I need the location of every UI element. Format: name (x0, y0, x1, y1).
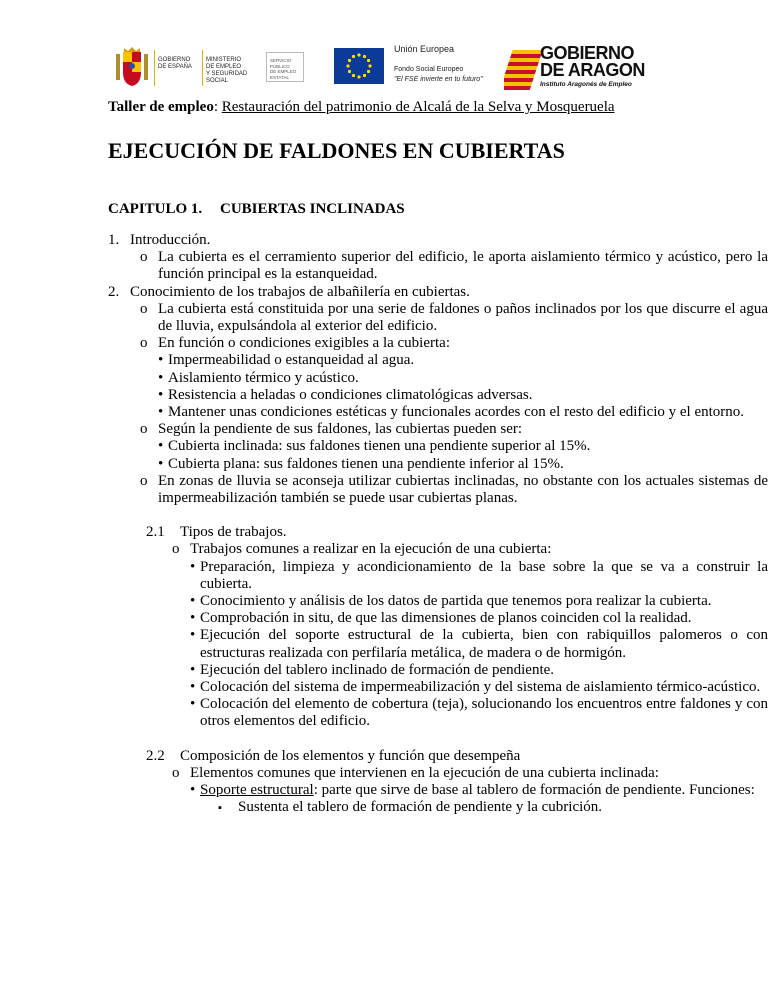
spain-ministerio-text: MINISTERIO DE EMPLEO Y SEGURIDAD SOCIAL (206, 57, 248, 84)
list-item (0, 301, 768, 335)
eu-fund-name: Fondo Social Europeo (394, 66, 464, 73)
list-item (0, 541, 768, 558)
item-text: En función o condiciones exigibles a la cubierta: (158, 335, 450, 352)
list-item-text (238, 799, 768, 816)
list-item-text (168, 387, 768, 404)
list-marker: o (140, 335, 148, 352)
item-text: La cubierta es el cerramiento superior del edificio, le aporta aislamiento térmico y acústico, pero la función principal es la estanqueidad. (158, 249, 768, 283)
taller-de-empleo-line (108, 99, 615, 116)
list-item-text (200, 782, 768, 799)
item-text: La cubierta está constituida por una serie de faldones o paños inclinados por los que discurre el agua de lluvia, expulsándola al exterior del edificio. (158, 300, 768, 335)
spain-gobierno-text: GOBIERNO DE ESPAÑA (158, 57, 192, 70)
item-text: Colocación del elemento de cobertura (teja), solucionando los encuentros entre faldones y con otros elementos del edificio. (200, 696, 768, 730)
page-title: EJECUCIÓN DE FALDONES EN CUBIERTAS (108, 138, 565, 163)
list-item (0, 696, 768, 730)
aragon-line1: GOBIERNO (540, 43, 635, 63)
list-item-text (200, 679, 768, 696)
taller-separator: : (213, 99, 222, 115)
list-item-text (190, 765, 768, 782)
list-item (0, 249, 768, 283)
list-item (0, 593, 768, 610)
taller-label: Taller de empleo (108, 99, 214, 115)
item-text: Colocación del sistema de impermeabilización y del sistema de aislamiento térmico-acústico. (200, 679, 761, 696)
list-marker: • (190, 610, 196, 627)
list-item-text (168, 370, 768, 387)
item-text: Ejecución del tablero inclinado de formación de pendiente. (200, 661, 555, 678)
list-marker: • (190, 661, 196, 678)
list-item (0, 456, 768, 473)
list-item (0, 352, 768, 369)
list-item-text (200, 559, 768, 593)
sepe-logo-text: SERVICIO PÚBLICO DE EMPLEO ESTATAL (266, 52, 304, 82)
list-marker: 2.1 (146, 524, 165, 541)
list-item-text (168, 456, 768, 473)
list-marker: • (158, 455, 164, 472)
list-item (0, 370, 768, 387)
list-marker: • (190, 782, 196, 799)
list-item (0, 473, 768, 507)
list-marker: 2. (108, 283, 120, 300)
list-marker: • (158, 438, 164, 455)
list-item (0, 387, 768, 404)
eu-flag-icon (334, 48, 384, 84)
list-item-text (130, 232, 768, 249)
list-item-text (130, 284, 768, 301)
list-item-text (200, 627, 768, 661)
list-marker: • (158, 404, 164, 421)
item-text: Comprobación in situ, de que las dimensiones de planos coinciden col la realidad. (200, 610, 692, 627)
item-text: Elementos comunes que intervienen en la ejecución de una cubierta inclinada: (190, 764, 659, 781)
list-item-text (200, 696, 768, 730)
item-text: Según la pendiente de sus faldones, las cubiertas pueden ser: (158, 421, 523, 438)
union-europea-logo (332, 40, 502, 96)
gobierno-aragon-logo (504, 40, 660, 96)
list-marker: • (190, 558, 196, 575)
list-item-text (200, 593, 768, 610)
item-text: Preparación, limpieza y acondicionamiento de la base sobre la que se va a construir la cubierta. (200, 558, 768, 592)
list-item-text (158, 335, 768, 352)
list-item (0, 679, 768, 696)
chapter-label: CAPITULO 1. (108, 201, 203, 217)
logo-bar (0, 40, 768, 100)
list-marker: o (140, 421, 148, 438)
spacer (0, 731, 768, 748)
item-text: Ejecución del soporte estructural de la cubierta, bien con rabiquillos palomeros o con estructuras realizada con perfilaría metálica, de madera o de hormigón. (200, 627, 768, 661)
list-marker: o (140, 249, 148, 266)
spain-coat-of-arms-icon (114, 46, 150, 90)
spain-logo-separator (154, 50, 155, 86)
aragon-subtitle: Instituto Aragonés de Empleo (540, 81, 632, 88)
item-text: : parte que sirve de base al tablero de formación de pendiente. Funciones: (313, 782, 755, 799)
list-marker: 1. (108, 232, 120, 248)
item-text: Conocimiento y análisis de los datos de partida que tenemos pora realizar la cubierta. (200, 593, 712, 610)
list-item-text (168, 352, 768, 369)
gobierno-espana-logo (108, 42, 306, 94)
list-item (0, 627, 768, 661)
list-item (0, 748, 768, 765)
list-item (0, 335, 768, 352)
list-item-text (180, 524, 768, 541)
list-marker: • (190, 696, 196, 713)
list-marker: • (190, 627, 196, 644)
chapter-title: CUBIERTAS INCLINADAS (220, 201, 405, 217)
item-text: Composición de los elementos y función que desempeña (180, 747, 521, 764)
list-item (0, 284, 768, 301)
list-marker: o (140, 300, 148, 317)
list-item (0, 232, 768, 249)
underlined-term: Soporte estructural (200, 782, 314, 799)
item-text: Trabajos comunes a realizar en la ejecución de una cubierta: (190, 541, 552, 558)
document-body (0, 232, 768, 817)
list-marker: • (158, 386, 164, 403)
list-item (0, 559, 768, 593)
chapter-heading (108, 201, 405, 218)
list-item-text (180, 748, 768, 765)
list-item-text (158, 249, 768, 283)
list-item (0, 421, 768, 438)
item-text: Cubierta inclinada: sus faldones tienen una pendiente superior al 15%. (168, 438, 591, 455)
list-marker: • (158, 369, 164, 386)
list-item (0, 799, 768, 816)
list-marker: • (158, 352, 164, 369)
item-text: Tipos de trabajos. (180, 524, 287, 541)
item-text: Cubierta plana: sus faldones tienen una pendiente inferior al 15%. (168, 455, 564, 472)
list-item (0, 404, 768, 421)
item-text: Aislamiento térmico y acústico. (168, 369, 359, 386)
list-item (0, 662, 768, 679)
list-item (0, 610, 768, 627)
list-marker: 2.2 (146, 747, 165, 764)
list-marker: ▪ (218, 802, 222, 815)
item-text: Resistencia a heladas o condiciones climatológicas adversas. (168, 386, 533, 403)
item-text: Sustenta el tablero de formación de pendiente y la cubrición. (238, 799, 603, 816)
spacer (0, 507, 768, 524)
list-item-text (158, 301, 768, 335)
list-item-text (200, 610, 768, 627)
eu-slogan: "El FSE invierte en tu futuro" (394, 76, 483, 83)
list-item-text (190, 541, 768, 558)
list-marker: • (190, 679, 196, 696)
eu-title: Unión Europea (394, 44, 455, 54)
list-item (0, 438, 768, 455)
list-item-text (168, 438, 768, 455)
aragon-line2: DE ARAGON (540, 60, 645, 80)
item-text: Conocimiento de los trabajos de albañilería en cubiertas. (130, 283, 470, 300)
item-text: Impermeabilidad o estanqueidad al agua. (168, 352, 415, 369)
list-item-text (200, 662, 768, 679)
item-text: Mantener unas condiciones estéticas y funcionales acordes con el resto del edificio y el entorno. (168, 404, 745, 421)
list-marker: o (172, 764, 180, 781)
item-text: En zonas de lluvia se aconseja utilizar cubiertas inclinadas, no obstante con los actuales sistemas de impermeabilización también se puede usar cubiertas planas. (158, 472, 768, 507)
taller-name: Restauración del patrimonio de Alcalá de la Selva y Mosqueruela (221, 99, 615, 115)
list-item-text (158, 473, 768, 507)
list-item (0, 765, 768, 782)
list-item-text (158, 421, 768, 438)
list-item-text (168, 404, 768, 421)
list-item (0, 524, 768, 541)
aragon-flag-icon (504, 46, 544, 90)
list-item (0, 782, 768, 799)
item-text: Introducción. (130, 232, 211, 248)
list-marker: • (190, 593, 196, 610)
list-marker: o (140, 472, 148, 489)
list-marker: o (172, 541, 180, 558)
spain-logo-separator (202, 50, 203, 86)
